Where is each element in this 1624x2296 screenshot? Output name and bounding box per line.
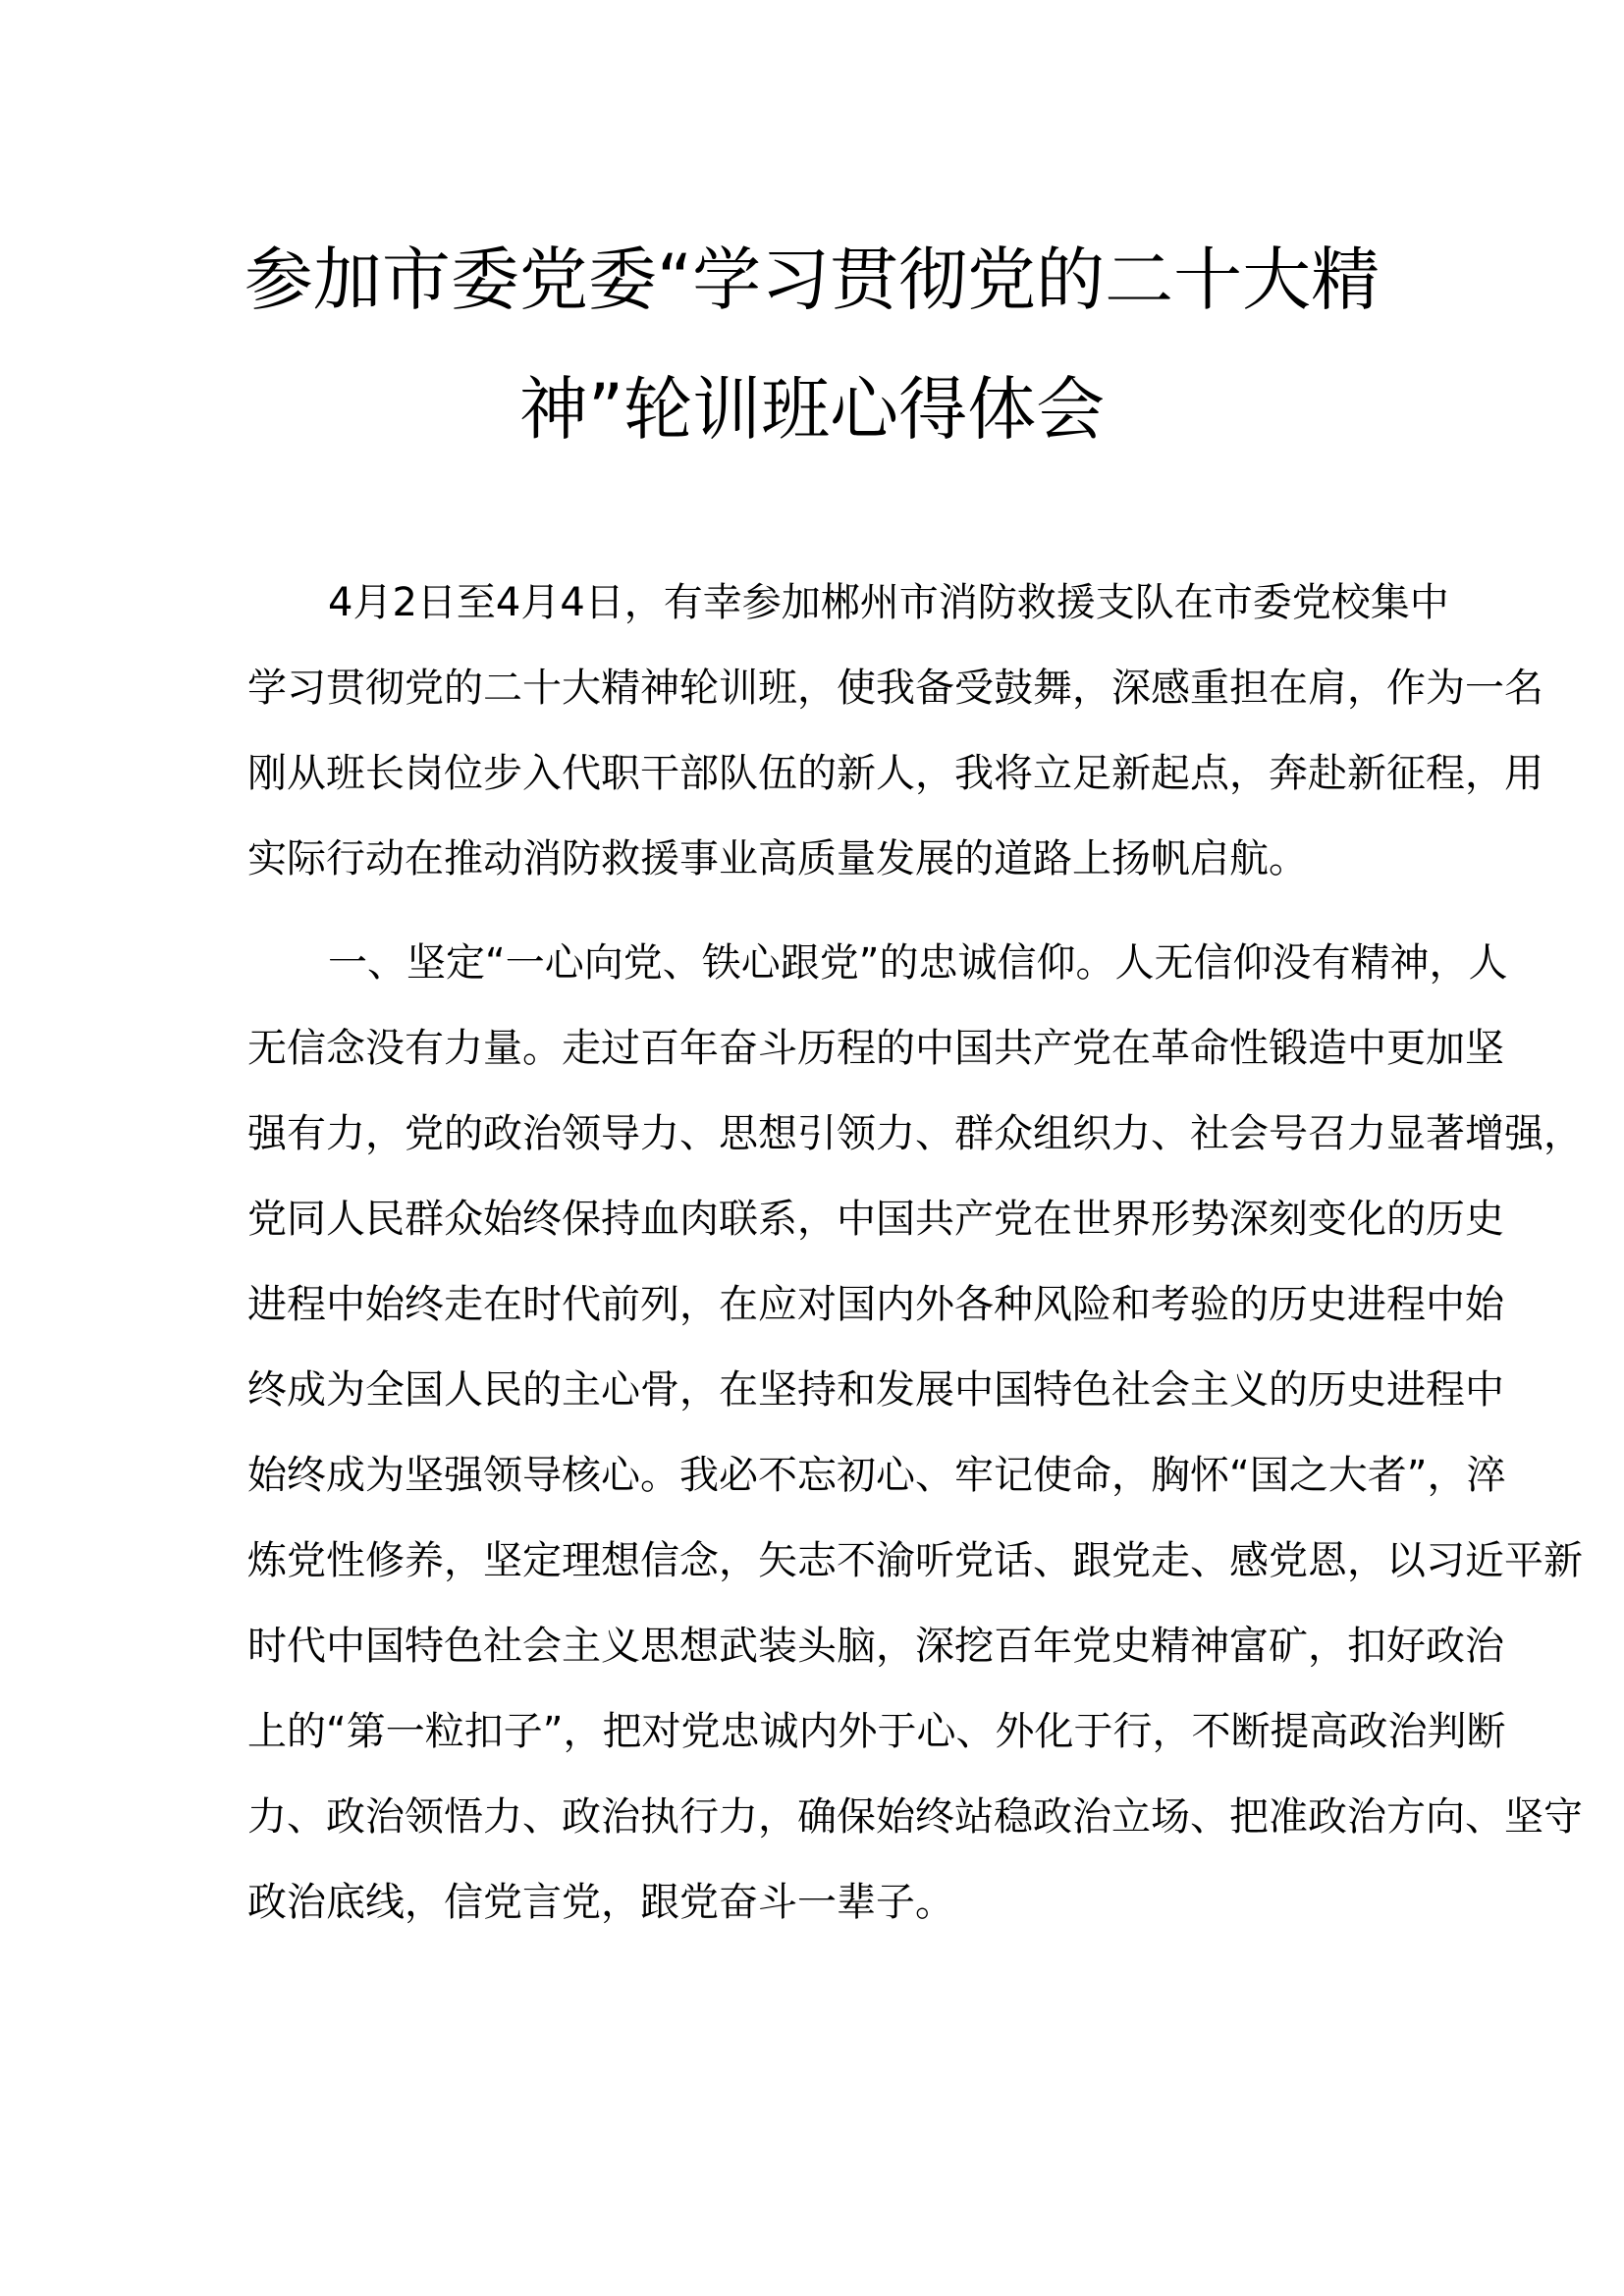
paragraph-line: 始终成为坚强领导核心。我必不忘初心、牢记使命，胸怀“国之大者”，淬 bbox=[247, 1453, 1506, 1498]
title-line: 神”轮训班心得体会 bbox=[518, 369, 1106, 450]
paragraph-line: 政治底线，信党言党，跟党奋斗一辈子。 bbox=[247, 1880, 954, 1925]
paragraph-line: 强有力，党的政治领导力、思想引领力、群众组织力、社会号召力显著增强， bbox=[247, 1111, 1583, 1156]
paragraph-intro bbox=[247, 561, 1543, 902]
paragraph-line: 党同人民群众始终保持血肉联系，中国共产党在世界形势深刻变化的历史 bbox=[247, 1197, 1504, 1242]
paragraph-line: 上的“第一粒扣子”，把对党忠诚内外于心、外化于行，不断提高政治判断 bbox=[247, 1709, 1506, 1754]
paragraph-line: 力、政治领悟力、政治执行力，确保始终站稳政治立场、把准政治方向、坚守 bbox=[247, 1794, 1583, 1840]
paragraph-section-one bbox=[247, 921, 1583, 1946]
paragraph-line: 4月2日至4月4日，有幸参加郴州市消防救援支队在市委党校集中 bbox=[328, 580, 1449, 625]
paragraph-line: 一、坚定“一心向党、铁心跟党”的忠诚信仰。人无信仰没有精神，人 bbox=[328, 940, 1508, 986]
paragraph-line: 进程中始终走在时代前列，在应对国内外各种风险和考验的历史进程中始 bbox=[247, 1282, 1504, 1327]
document-title bbox=[236, 215, 1388, 474]
paragraph-line: 刚从班长岗位步入代职干部队伍的新人，我将立足新起点，奔赴新征程，用 bbox=[247, 751, 1543, 796]
title-line: 参加市委党委“学习贯彻党的二十大精 bbox=[244, 240, 1380, 320]
paragraph-line: 实际行动在推动消防救援事业高质量发展的道路上扬帆启航。 bbox=[247, 836, 1308, 881]
paragraph-line: 炼党性修养，坚定理想信念，矢志不渝听党话、跟党走、感党恩，以习近平新 bbox=[247, 1538, 1583, 1583]
paragraph-line: 时代中国特色社会主义思想武装头脑，深挖百年党史精神富矿，扣好政治 bbox=[247, 1624, 1504, 1669]
paragraph-line: 终成为全国人民的主心骨，在坚持和发展中国特色社会主义的历史进程中 bbox=[247, 1367, 1504, 1413]
paragraph-line: 学习贯彻党的二十大精神轮训班，使我备受鼓舞，深感重担在肩，作为一名 bbox=[247, 666, 1543, 711]
paragraph-line: 无信念没有力量。走过百年奋斗历程的中国共产党在革命性锻造中更加坚 bbox=[247, 1026, 1504, 1071]
